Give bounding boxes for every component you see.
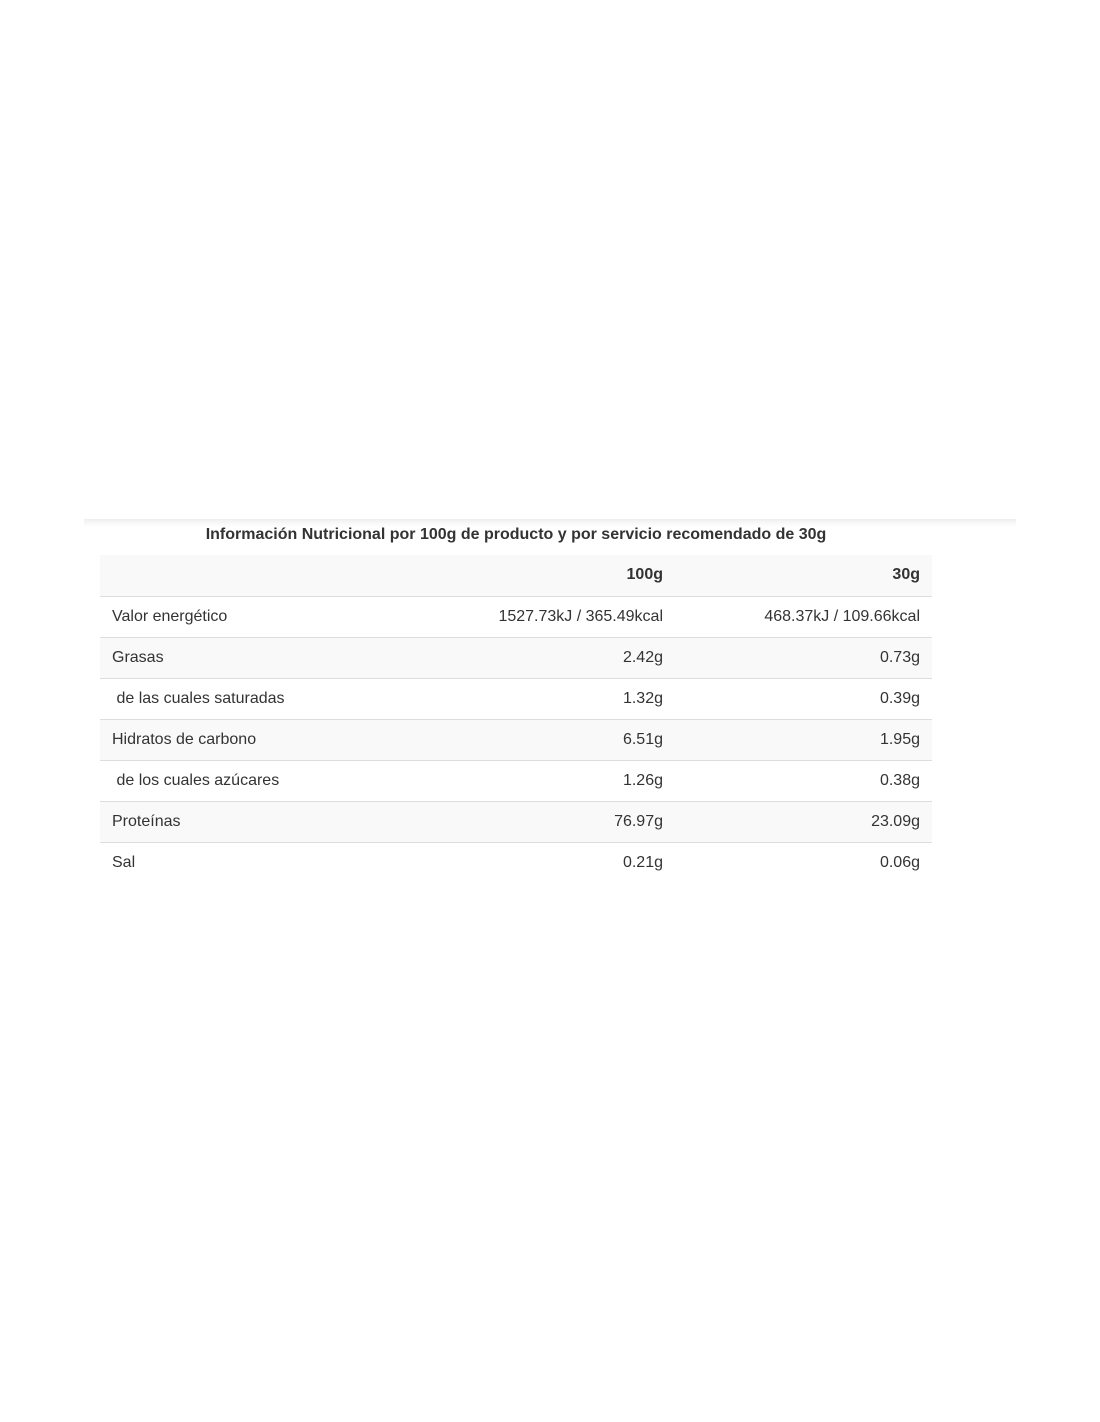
value-30g: 0.39g	[675, 678, 932, 719]
nutrient-label: de los cuales azúcares	[100, 760, 409, 801]
table-row	[100, 596, 932, 637]
value-30g: 468.37kJ / 109.66kcal	[675, 596, 932, 637]
nutrient-label: Sal	[100, 842, 409, 883]
header-30g-cell: 30g	[892, 566, 920, 584]
nutrient-label: Hidratos de carbono	[100, 719, 409, 760]
value-30g: 0.06g	[675, 842, 932, 883]
value-100g: 1.26g	[409, 760, 675, 801]
value-100g: 2.42g	[409, 637, 675, 678]
nutrient-label: Proteínas	[100, 801, 409, 842]
nutrient-label: Valor energético	[100, 596, 409, 637]
header-label-cell	[100, 555, 409, 596]
nutrient-label: de las cuales saturadas	[100, 678, 409, 719]
table-caption: Información Nutricional por 100g de producto y por servicio recomendado de 30g	[205, 526, 827, 543]
table-row	[100, 760, 932, 801]
table-header-row	[100, 555, 932, 596]
value-100g: 6.51g	[409, 719, 675, 760]
table-row	[100, 801, 932, 842]
value-30g: 0.73g	[675, 637, 932, 678]
nutrition-table	[100, 555, 932, 883]
table-row	[100, 842, 932, 883]
value-100g: 1527.73kJ / 365.49kcal	[409, 596, 675, 637]
value-100g: 76.97g	[409, 801, 675, 842]
header-100g-cell: 100g	[626, 566, 663, 584]
table-row	[100, 637, 932, 678]
nutrient-label: Grasas	[100, 637, 409, 678]
value-30g: 0.38g	[675, 760, 932, 801]
table-row	[100, 678, 932, 719]
table-row	[100, 719, 932, 760]
value-100g: 1.32g	[409, 678, 675, 719]
value-30g: 1.95g	[675, 719, 932, 760]
value-30g: 23.09g	[675, 801, 932, 842]
value-100g: 0.21g	[409, 842, 675, 883]
